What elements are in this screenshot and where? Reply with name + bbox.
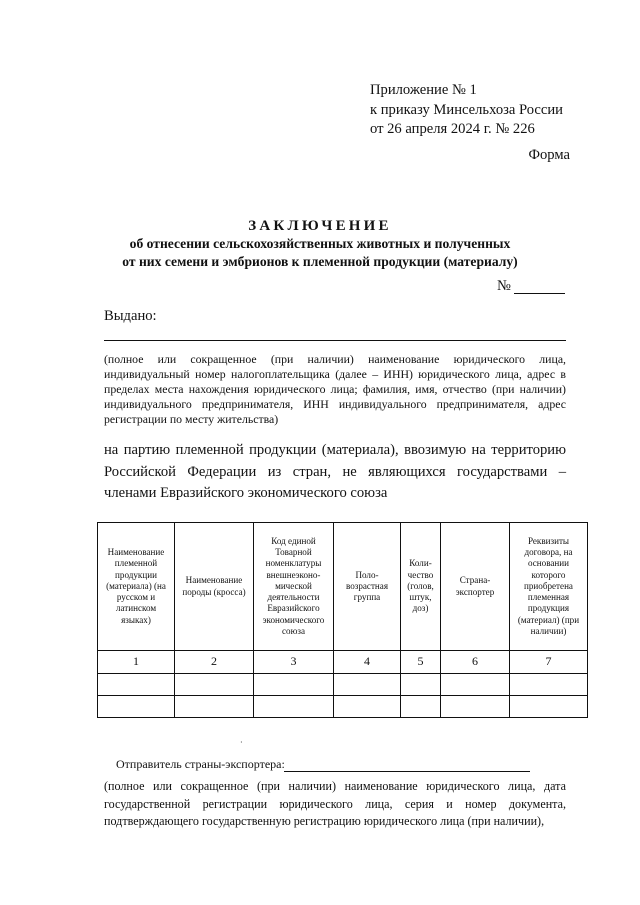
issued-field-line: [104, 340, 566, 341]
header-cell: Поло-возрастная группа: [334, 523, 401, 651]
column-number: 6: [441, 651, 510, 674]
column-number: 4: [334, 651, 401, 674]
table-cell: [441, 696, 510, 718]
issued-label: Выдано:: [104, 308, 157, 324]
column-number: 2: [175, 651, 254, 674]
table-row: [98, 696, 588, 718]
table-cell: [441, 674, 510, 696]
table-row: [98, 674, 588, 696]
header-cell: Наименование племенной продукции (материала) (на русском и латинском языках): [98, 523, 175, 651]
issued-explanation: (полное или сокращенное (при наличии) наименование юридического лица, индивидуальный номер налогоплательщика (далее – ИНН) юридического лица, адрес в пределах места нахождения юридического лица; фамилия, имя, отчество (при наличии) индивидуального предпринимателя, ИНН индивидуального предпринимателя, адрес регистрации по месту жительства): [104, 352, 566, 426]
header-cell: Реквизиты договора, на основании которого приобретена племенная продукция (материал) (при наличии): [510, 523, 588, 651]
column-number: 1: [98, 651, 175, 674]
appendix-line: от 26 апреля 2024 г. № 226: [370, 121, 535, 137]
sender-field-line: [284, 771, 530, 772]
number-label: №: [497, 278, 511, 294]
header-cell: Наименование породы (кросса): [175, 523, 254, 651]
column-number: 3: [254, 651, 334, 674]
table-number-row: [98, 651, 588, 674]
table-cell: [401, 696, 441, 718]
table-cell: [510, 674, 588, 696]
table-cell: [254, 696, 334, 718]
scan-mark: ·: [240, 738, 243, 747]
table-cell: [254, 674, 334, 696]
form-label: Форма: [528, 147, 570, 163]
appendix-line: к приказу Минсельхоза России: [370, 101, 563, 118]
header-cell: Коли-чество (голов, штук, доз): [401, 523, 441, 651]
number-field-line: [514, 293, 565, 294]
sender-explanation: (полное или сокращенное (при наличии) наименование юридического лица, дата государственной регистрации юридического лица, серия и номер документа, подтверждающего государственную регистрацию юридического лица (при наличии),: [104, 779, 566, 828]
document-title: ЗАКЛЮЧЕНИЕ: [248, 218, 392, 234]
appendix-line: Приложение № 1: [370, 82, 477, 98]
subtitle-line: от них семени и эмбрионов к племенной продукции (материалу): [122, 254, 518, 269]
table-cell: [175, 696, 254, 718]
column-number: 5: [401, 651, 441, 674]
sender-label: Отправитель страны-экспортера:: [116, 757, 285, 771]
table-cell: [401, 674, 441, 696]
table-cell: [334, 696, 401, 718]
subtitle-line: об отнесении сельскохозяйственных животных и полученных: [129, 236, 511, 251]
table-cell: [98, 696, 175, 718]
table-header-row: [98, 523, 588, 651]
appendix-reference: [370, 81, 563, 140]
party-text: на партию племенной продукции (материала), ввозимую на территорию Российской Федерации из стран, не являющихся государствами – членами Евразийского экономического союза: [104, 442, 566, 501]
table-cell: [510, 696, 588, 718]
header-cell: Страна-экспортер: [441, 523, 510, 651]
column-number: 7: [510, 651, 588, 674]
document-subtitle: [0, 235, 640, 271]
table-cell: [98, 674, 175, 696]
table-cell: [175, 674, 254, 696]
header-cell: Код единой Товарной номенклатуры внешнеэконо-мической деятельности Евразийского экономического союза: [254, 523, 334, 651]
products-table: [97, 522, 588, 718]
table-cell: [334, 674, 401, 696]
